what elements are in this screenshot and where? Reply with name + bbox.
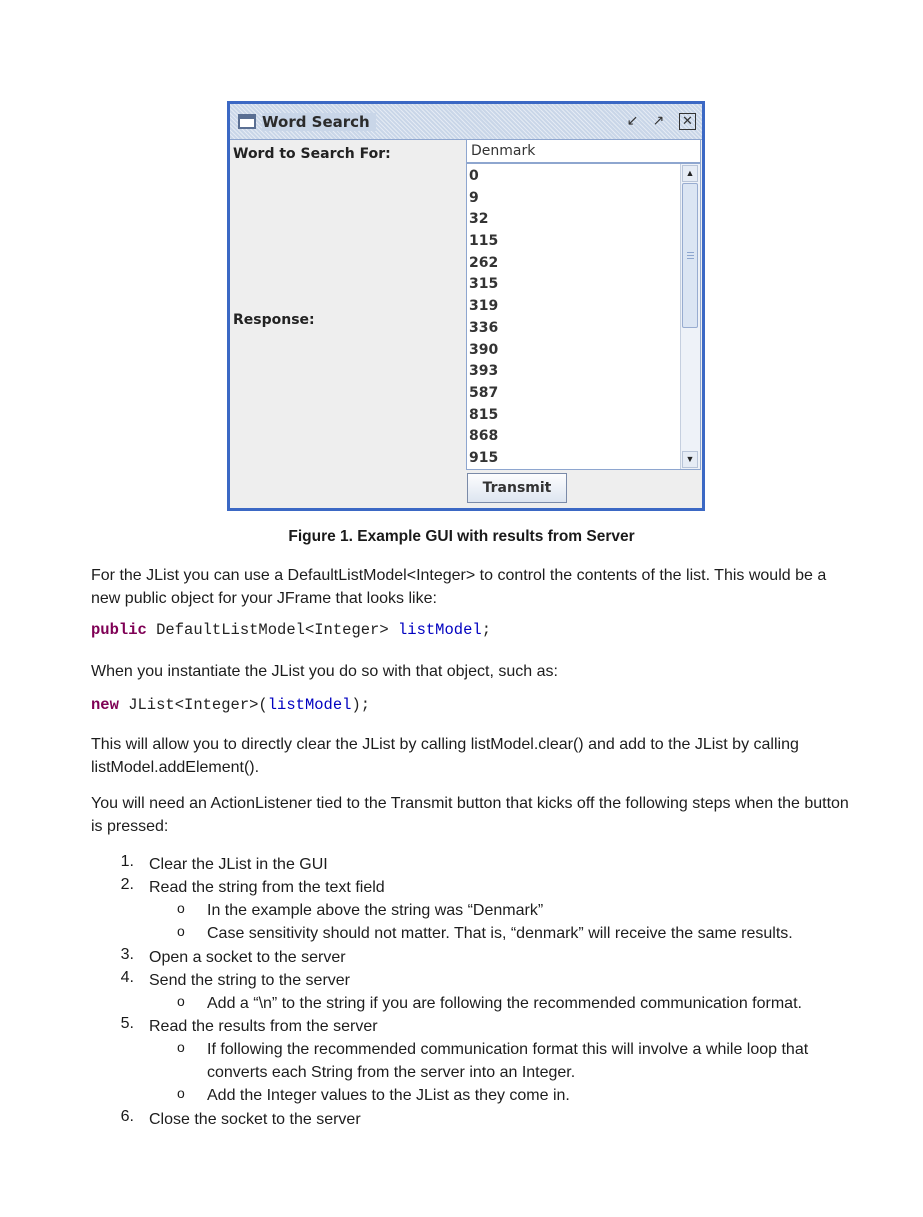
code-end: ;	[481, 621, 491, 639]
transmit-button[interactable]: Transmit	[467, 473, 567, 503]
response-label: Response:	[233, 312, 315, 328]
list-item[interactable]: 915	[469, 449, 499, 466]
results-list-items	[469, 166, 679, 470]
list-item[interactable]: 115	[469, 233, 499, 250]
list-item[interactable]: 390	[469, 341, 499, 358]
search-input[interactable]	[466, 139, 701, 163]
window-icon	[238, 114, 256, 129]
code-end: );	[351, 696, 371, 714]
list-item[interactable]: 262	[469, 254, 499, 271]
scrollbar-grip-icon	[687, 252, 694, 259]
list-item[interactable]: 315	[469, 276, 499, 293]
paragraph: For the JList you can use a DefaultListModel<Integer> to control the contents of the list. This would be a new public object for your JFrame that looks like:	[91, 567, 827, 607]
window-title: Word Search	[262, 113, 376, 131]
sub-step-text: If following the recommended communication format this will involve a while loop that converts each String from the server into an Integer.	[207, 1041, 809, 1081]
bullet-icon: o	[177, 1085, 185, 1101]
code-type: JList<Integer>(	[118, 696, 268, 714]
list-item[interactable]: 587	[469, 384, 499, 401]
code-line	[91, 621, 491, 639]
list-item[interactable]: 336	[469, 319, 499, 336]
bullet-icon: o	[177, 923, 185, 939]
step-number: 4.	[120, 969, 134, 986]
step-number: 5.	[120, 1015, 134, 1032]
word-to-search-label: Word to Search For:	[233, 146, 391, 162]
paragraph: When you instantiate the JList you do so with that object, such as:	[91, 663, 558, 680]
list-item[interactable]: 32	[469, 211, 489, 228]
step-text: Close the socket to the server	[149, 1111, 361, 1128]
step-text: Open a socket to the server	[149, 949, 346, 966]
sub-step-text: In the example above the string was “Denmark”	[207, 902, 544, 919]
scroll-up-arrow-icon[interactable]: ▲	[682, 165, 698, 182]
list-item[interactable]: 393	[469, 363, 499, 380]
step-number: 2.	[120, 876, 134, 893]
maximize-icon[interactable]: ↗	[652, 112, 665, 128]
code-variable: listModel	[267, 696, 352, 714]
sub-step-text: Case sensitivity should not matter. That is, “denmark” will receive the same results.	[207, 925, 793, 942]
sub-step-text: Add the Integer values to the JList as they come in.	[207, 1087, 570, 1104]
figure-caption: Figure 1. Example GUI with results from Server	[288, 528, 635, 545]
code-keyword: new	[91, 696, 119, 714]
bullet-icon: o	[177, 993, 185, 1009]
list-item[interactable]: 319	[469, 298, 499, 315]
vertical-scrollbar[interactable]	[680, 164, 700, 469]
step-text: Send the string to the server	[149, 972, 350, 989]
bullet-icon: o	[177, 900, 185, 916]
paragraph: This will allow you to directly clear the JList by calling listModel.clear() and add to the JList by calling listModel.addElement().	[91, 736, 799, 776]
title-bar[interactable]	[230, 104, 702, 140]
step-number: 1.	[120, 853, 134, 870]
list-item[interactable]: 9	[469, 189, 479, 206]
list-item[interactable]: 868	[469, 428, 499, 445]
step-number: 3.	[120, 946, 134, 963]
code-line	[91, 696, 370, 714]
code-variable: listModel	[397, 621, 482, 639]
minimize-icon[interactable]: ↙	[626, 112, 639, 128]
results-list[interactable]	[466, 163, 701, 470]
step-text: Read the results from the server	[149, 1018, 378, 1035]
list-item[interactable]: 0	[469, 168, 479, 184]
code-type: DefaultListModel<Integer>	[146, 621, 398, 639]
scrollbar-thumb[interactable]	[682, 183, 698, 328]
scroll-down-arrow-icon[interactable]: ▼	[682, 451, 698, 468]
close-icon[interactable]: ✕	[679, 113, 696, 130]
step-number: 6.	[120, 1108, 134, 1125]
window-content	[230, 104, 702, 508]
step-text: Clear the JList in the GUI	[149, 856, 328, 873]
code-keyword: public	[91, 621, 147, 639]
list-item[interactable]: 815	[469, 406, 499, 423]
paragraph: You will need an ActionListener tied to the Transmit button that kicks off the following steps when the button is pressed:	[91, 795, 849, 835]
step-text: Read the string from the text field	[149, 879, 385, 896]
bullet-icon: o	[177, 1039, 185, 1055]
sub-step-text: Add a “\n” to the string if you are following the recommended communication format.	[207, 995, 802, 1012]
word-search-window	[227, 101, 705, 511]
